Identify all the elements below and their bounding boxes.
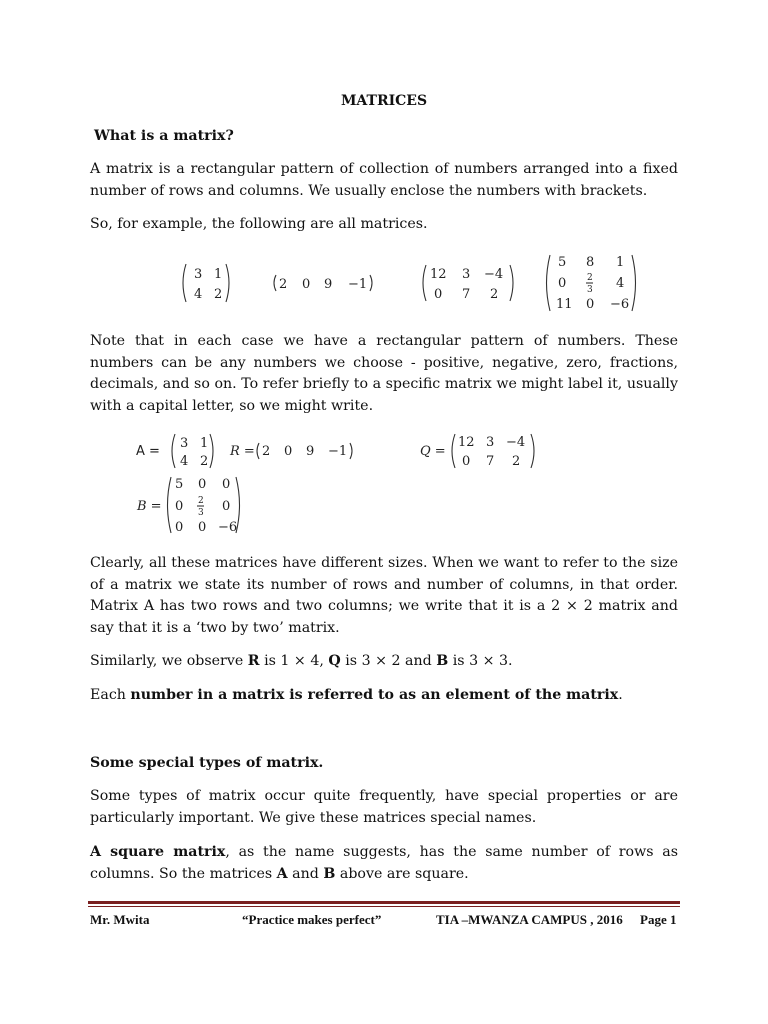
matrix-label-b: B = (137, 499, 162, 514)
labeled-matrix-q (420, 434, 534, 469)
question-heading: What is a matrix? (94, 128, 234, 144)
matrix-element: 11 (556, 297, 573, 312)
matrix-element: −4 (484, 267, 504, 282)
footer-divider (88, 901, 680, 904)
bold-b: B (323, 865, 336, 882)
matrix-label-q: Q = (420, 444, 446, 459)
matrix-element: 0 (198, 477, 207, 492)
labeled-matrix-r (229, 443, 352, 459)
matrix-element: 0 (462, 454, 471, 469)
bold-definition: number in a matrix is referred to as an element of the matrix (130, 687, 619, 703)
footer-motto: “Practice makes perfect” (242, 912, 382, 927)
matrix-element: 0 (222, 477, 231, 492)
matrix-element: −6 (218, 520, 238, 535)
matrix-element: 2 (279, 277, 288, 292)
similarly-paragraph (90, 651, 678, 673)
svg-text:2: 2 (198, 496, 204, 506)
matrix-element: 12 (458, 435, 475, 450)
example-matrix-3 (423, 265, 513, 302)
matrix-element: 5 (558, 255, 567, 270)
example-intro: So, for example, the following are all matrices. (90, 216, 428, 232)
matrix-element: −6 (610, 297, 630, 312)
text-run: is 3 × 3. (448, 653, 513, 669)
matrix-element: 0 (284, 444, 293, 459)
intro-paragraph: A matrix is a rectangular pattern of collection of numbers arranged into a fixed number of rows and columns. We usually enclose the numbers with brackets. (90, 161, 678, 199)
matrix-element: 3 (180, 436, 189, 451)
text-run: above are square. (335, 865, 469, 882)
matrix-element: −1 (348, 277, 368, 292)
matrix-element: 3 (462, 267, 471, 282)
example-matrix-1 (183, 264, 229, 302)
text-run: is 1 × 4, (259, 653, 329, 669)
text-run: and (287, 865, 324, 882)
matrix-element: −4 (506, 435, 526, 450)
example-matrix-2 (274, 275, 372, 292)
footer-author: Mr. Mwita (90, 912, 150, 927)
text-run: , as the name suggests, has the same number of rows as columns. So the matrices (90, 844, 678, 882)
matrix-element: 9 (306, 444, 315, 459)
matrix-element: 2 (490, 287, 499, 302)
matrix-element: 4 (616, 276, 625, 291)
matrix-element: −1 (328, 444, 348, 459)
matrix-element: 4 (194, 287, 203, 302)
matrix-element: 0 (222, 499, 231, 514)
svg-text:3: 3 (587, 285, 593, 295)
matrix-element: 3 (486, 435, 495, 450)
matrix-element: 1 (214, 267, 223, 282)
footer-page-number: Page 1 (640, 912, 677, 927)
matrix-element: 2 (262, 444, 271, 459)
footer-divider-thin (88, 906, 680, 907)
text-run: Each (90, 687, 131, 703)
svg-text:2: 2 (587, 273, 593, 283)
bold-a: A (276, 865, 288, 882)
special-types-paragraph: Some types of matrix occur quite frequently, have special properties or are particularly important. We give these matrices special names. (90, 788, 678, 826)
matrix-element: 0 (175, 520, 184, 535)
matrix-element: 2 (200, 454, 209, 469)
special-types-heading: Some special types of matrix. (90, 755, 324, 771)
matrix-element: 7 (462, 287, 471, 302)
matrix-element: 0 (198, 520, 207, 535)
text-run: Similarly, we observe (90, 653, 248, 669)
matrix-element: 2 (214, 287, 223, 302)
fraction-two-thirds (586, 273, 593, 295)
bold-r: R (247, 653, 260, 669)
matrix-element: 1 (616, 255, 625, 270)
matrix-element: 0 (302, 277, 311, 292)
matrix-label-r: R = (230, 444, 255, 459)
text-run: is 3 × 2 and (340, 653, 437, 669)
element-paragraph (90, 685, 678, 707)
bold-term: A square matrix (90, 844, 226, 860)
example-matrix-4 (547, 255, 636, 312)
text-run: . (618, 687, 623, 703)
matrix-element: 4 (180, 454, 189, 469)
matrix-label-a: A = (136, 444, 160, 459)
matrix-element: 8 (586, 255, 595, 270)
page-title: MATRICES (340, 93, 428, 109)
matrix-element: 3 (194, 267, 203, 282)
bold-b: B (436, 653, 449, 669)
matrix-element: 0 (586, 297, 595, 312)
bold-q: Q (328, 653, 341, 669)
note-paragraph: Note that in each case we have a rectangular pattern of numbers. These numbers can be any numbers we choose - positive, negative, zero, fractions, decimals, and so on. To refer briefly to a specific matrix we might label it, usually with a capital letter, so we might write. (90, 333, 678, 414)
labeled-matrix-a (136, 434, 213, 469)
matrix-element: 7 (486, 454, 495, 469)
matrix-element: 0 (434, 287, 443, 302)
matrix-element: 9 (324, 277, 333, 292)
matrix-element: 0 (558, 276, 567, 291)
sizes-paragraph: Clearly, all these matrices have different sizes. When we want to refer to the size of a matrix we state its number of rows and number of columns, in that order. Matrix A has two rows and two columns; we write that it is a 2 × 2 matrix and say that it is a ‘two by two’ matrix. (90, 555, 678, 636)
matrix-element: 12 (430, 267, 447, 282)
matrix-element: 5 (175, 477, 184, 492)
labeled-matrix-b (136, 477, 240, 535)
square-matrix-paragraph (90, 842, 678, 885)
footer-campus: TIA –MWANZA CAMPUS , 2016 (436, 912, 623, 927)
matrix-element: 1 (200, 436, 209, 451)
svg-text:3: 3 (198, 508, 204, 518)
matrix-element: 2 (512, 454, 521, 469)
matrix-element: 0 (175, 499, 184, 514)
fraction-two-thirds (197, 496, 204, 518)
